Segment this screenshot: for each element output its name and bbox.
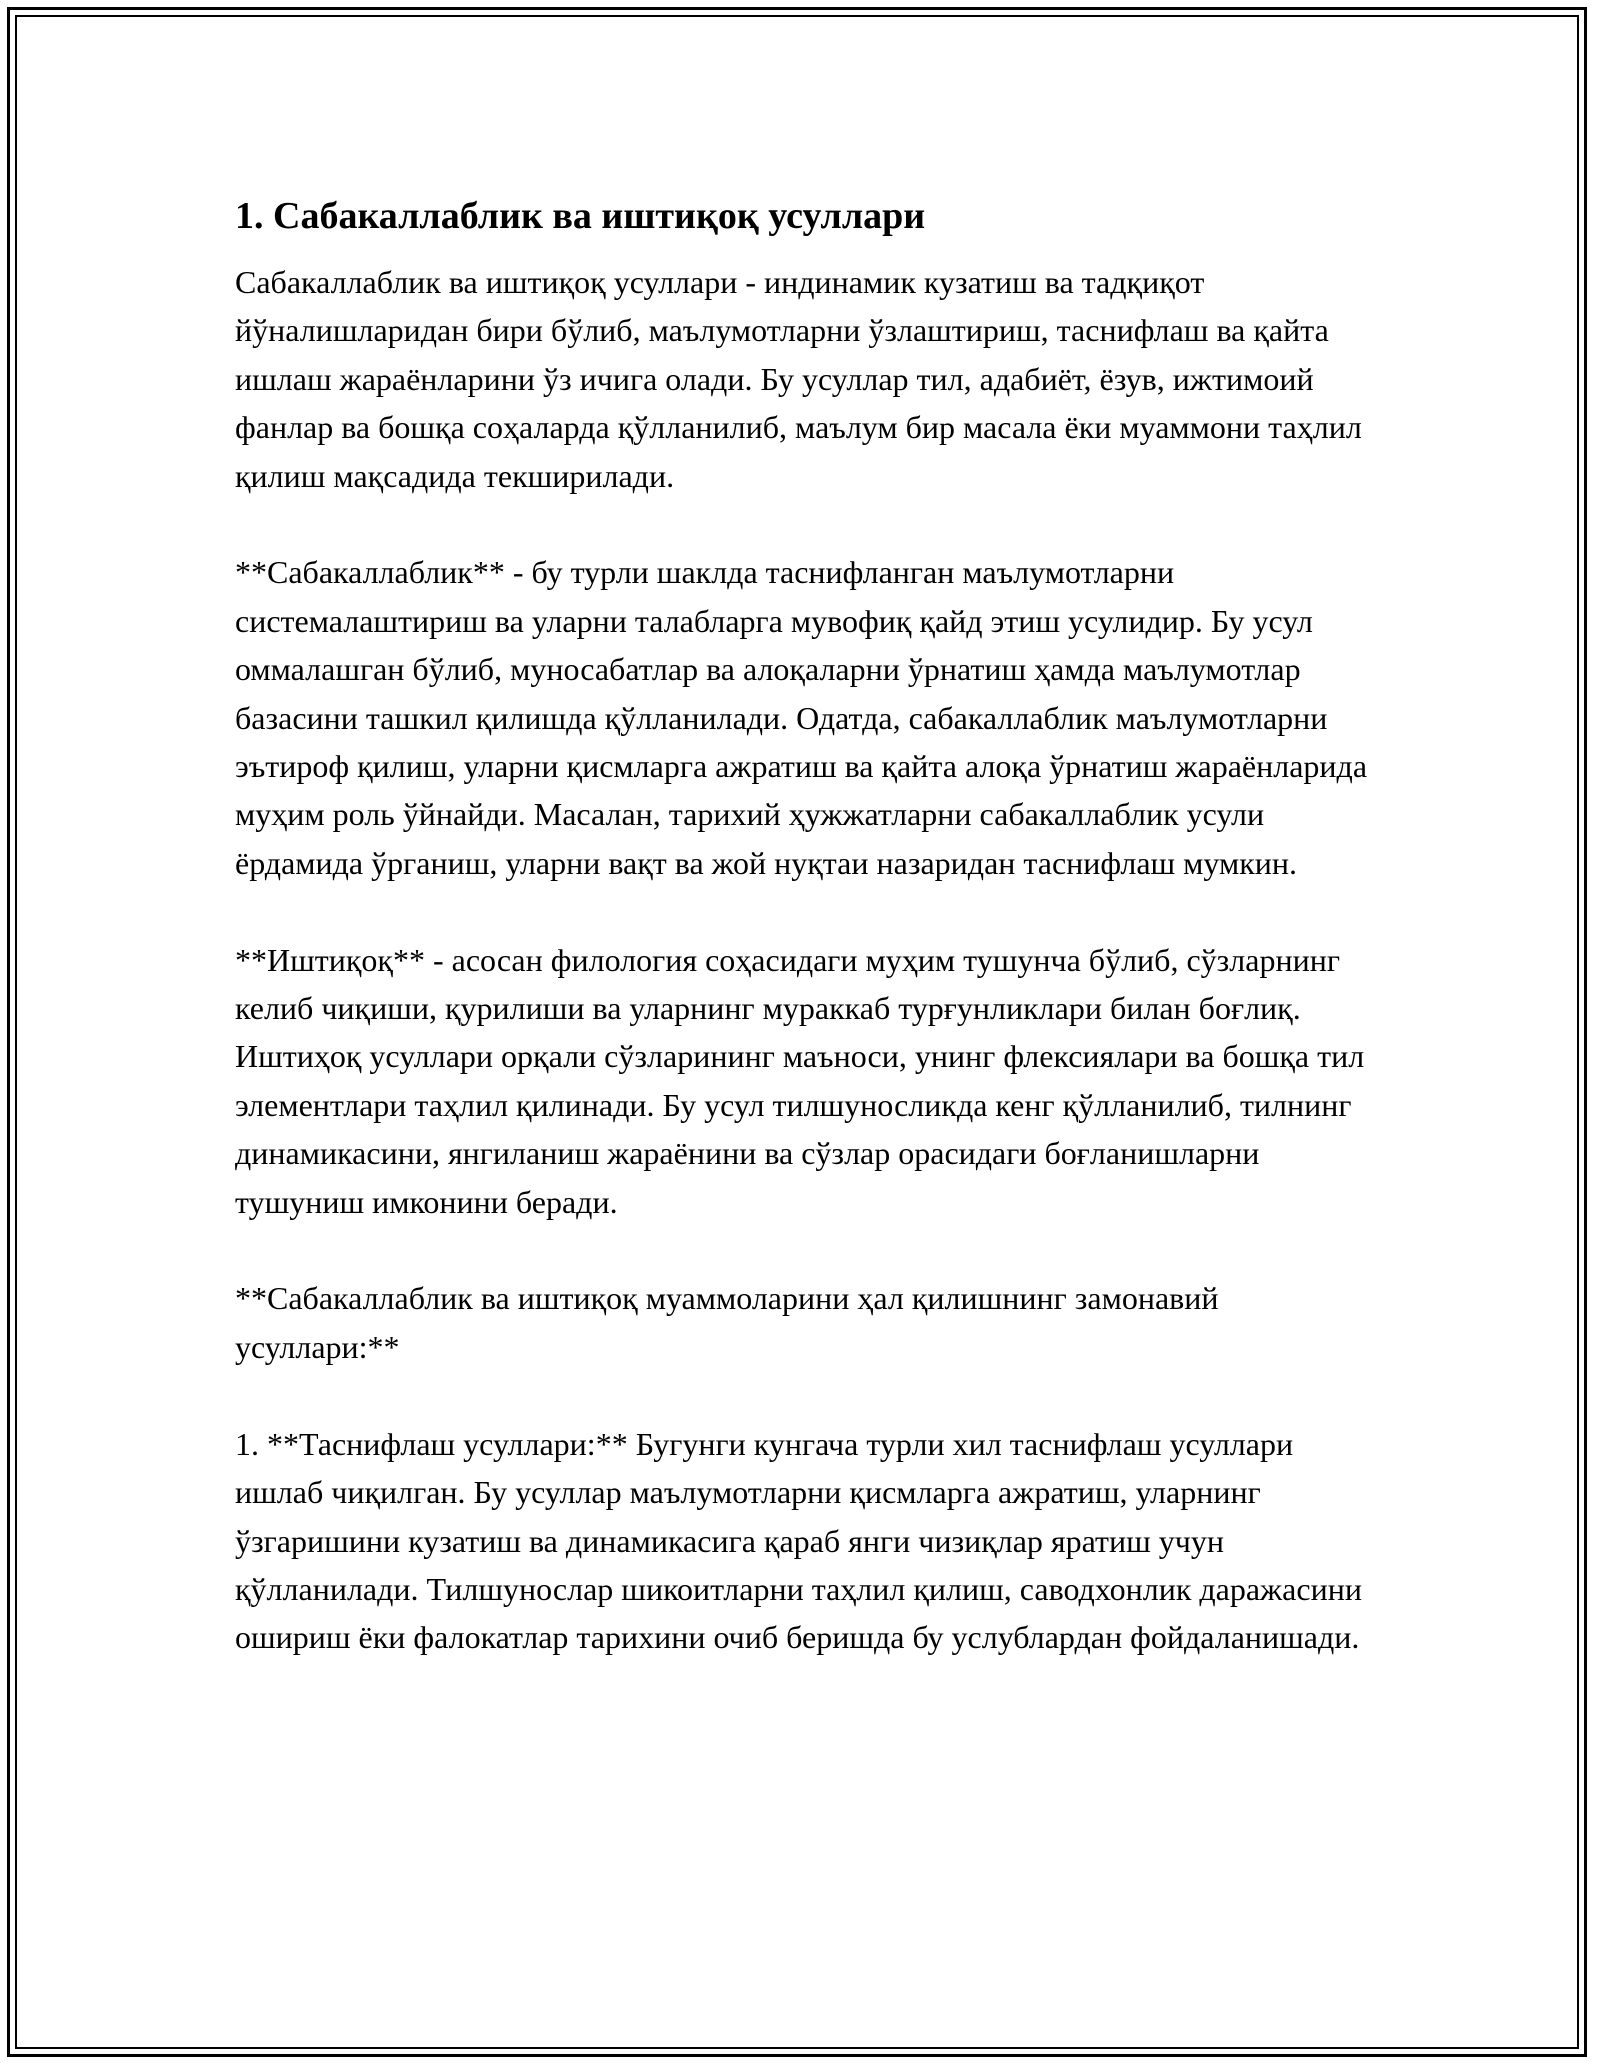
paragraph-sabakallablik: **Сабакаллаблик** - бу турли шаклда таснифланган маълумотларни системалаштириш ва уларни талабларга мувофиқ қайд этиш усулидир. Бу усул оммалашган бўлиб, муносабатлар ва алоқаларни ўрнатиш ҳамда маълумотлар базасини ташкил қилишда қўлланилади. Одатда, сабакаллаблик маълумотларни эътироф қилиш, уларни қисмларга ажратиш ва қайта алоқа ўрнатиш жараёнларида муҳим роль ўйнайди. Масалан, тарихий ҳужжатларни сабакаллаблик усули ёрдамида ўрганиш, уларни вақт ва жой нуқтаи назаридан таснифлаш мумкин. [235, 554, 1368, 881]
paragraph-ishtiqoq: **Иштиқоқ** - асосан филология соҳасидаги муҳим тушунча бўлиб, сўзларнинг келиб чиқиши, қурилиши ва уларнинг мураккаб турғунликлари билан боғлиқ. Иштиҳоқ усуллари орқали сўзларининг маъноси, унинг флексиялари ва бошқа тил элементлари таҳлил қилинади. Бу усул тилшуносликда кенг қўлланилиб, тилнинг динамикасини, янгиланиш жараёнини ва сўзлар орасидаги боғланишларни тушуниш имконини беради. [235, 941, 1365, 1220]
document-body [235, 186, 1375, 1662]
paragraph-classification-methods: 1. **Таснифлаш усуллари:** Бугунги кунгача турли хил таснифлаш усуллари ишлаб чиқилган. Бу усуллар маълумотларни қисмларга ажратиш, уларнинг ўзгаришини кузатиш ва динамикасига қараб янги чизиқлар яратиш учун қўлланилади. Тилшунослар шикоитларни таҳлил қилиш, саводхонлик даражасини ошириш ёки фалокатлар тарихини очиб беришда бу услублардан фойдаланишади. [235, 1425, 1362, 1656]
paragraph-intro: Сабакаллаблик ва иштиқоқ усуллари - индинамик кузатиш ва тадқиқот йўналишларидан бири бўлиб, маълумотларни ўзлаштириш, таснифлаш ва қайта ишлаш жараёнларини ўз ичига олади. Бу усуллар тил, адабиёт, ёзув, ижтимоий фанлар ва бошқа соҳаларда қўлланилиб, маълум бир масала ёки муаммони таҳлил қилиш мақсадида текширилади. [235, 264, 1362, 494]
section-heading: 1. Сабакаллаблик ва иштиқоқ усуллари [235, 195, 926, 237]
paragraph-modern-methods-heading: **Сабакаллаблик ва иштиқоқ муаммоларини ҳал қилишнинг замонавий усуллари:** [235, 1280, 1219, 1365]
